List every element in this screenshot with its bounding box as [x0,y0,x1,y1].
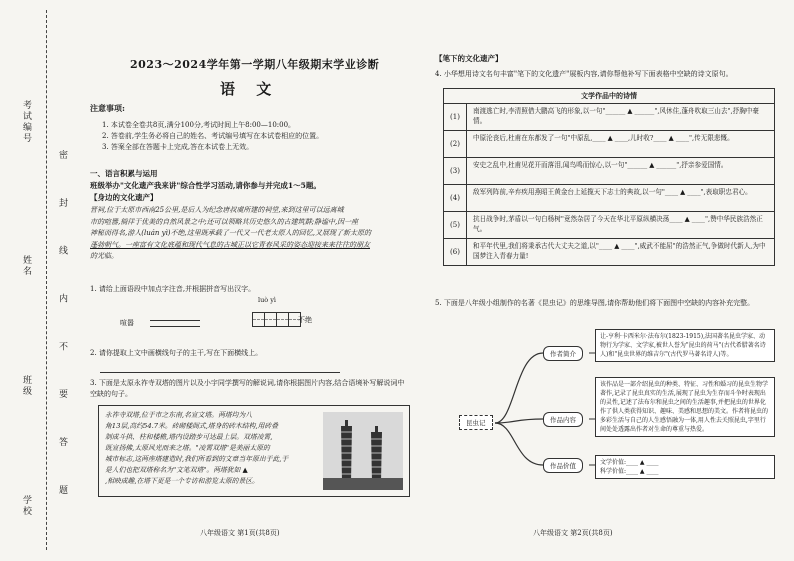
passage-line: 市的喧嚣,徜徉于优美的自然风景之中;还可以领略其历史悠久的古建筑群;静谧中,因一座 [90,217,359,226]
school-label: 学校 [21,495,31,517]
row-text: 安史之乱中,杜甫见花开而落泪,闻鸟鸣而惊心,以一句"______ ▲ ______",抒亲参爱国情。 [473,161,728,169]
q2-answer-line[interactable] [100,372,340,373]
pagoda-description-box [98,405,410,497]
question-4: 4. 小华想用诗文名句丰富"笔下的文化遗产"展板内容,请你帮他补写下面表格中空缺的诗文原句。 [435,70,733,78]
table-row[interactable] [444,158,774,185]
twin-pagoda-image [323,412,403,490]
class-label: 班级 [21,375,31,397]
row-number: (2) [444,131,467,157]
row-text: 和平年代里,我们将秉承古代大丈夫之道,以"____ ▲ ____",威武不能屈"的浩然正气,争做时代新人,为中国梦注入青春力量! [473,242,766,260]
content-box: 该作品是一部介绍昆虫的种类、特征、习性和婚习的昆虫生物学著作,记录了昆虫真实的生活,展现了昆虫为生存而斗争时表现出的灵性,记述了法布尔和昆虫之间的生活趣事,并把昆虫的世界化作了供人类获得知识、趣味、美感和思想的美文。作者将昆虫的多彩生活与自己的人生感悟融为一体,用人性去关照昆虫,字里行间处处透露出作者对生命的尊重与热爱。 [595,377,775,437]
question-5: 5. 下面是八年级小组制作的名著《昆虫记》的思维导图,请你帮助他们将下面图中空缺的内容补充完整。 [435,299,755,307]
passage-line: 的光临。 [90,252,118,260]
poetry-table [443,88,775,266]
pinyin-hint: luò yì [258,296,276,304]
row-number: (6) [444,239,467,265]
row-number: (4) [444,185,467,211]
box-line: 永祚寺双塔,位于市之东南,名宣文塔。两塔均为八 [105,411,253,419]
note-1: 1. 本试卷全卷共8页,满分100分,考试时间上午8:00—10:00。 [102,121,296,129]
box-line: 城市标志,这两座塔建造时,我们所看到的文章当年原出于此,于 [105,455,289,463]
box-line: 是人们也把双塔称名为"文笔双塔"。两塔犹如 ▲ [105,466,248,474]
q1-answer-blank[interactable] [150,320,200,321]
page-2 [425,0,785,561]
row-text: 南渡逃亡时,李清照借大鹏高飞的形象,以一句"______ ▲ ______",风休住,蓬舟吹取三山去",抒胸中豪情。 [473,107,759,125]
q1-answer-blank[interactable] [150,326,200,327]
reading-passage [90,205,405,263]
page-1 [80,0,415,561]
passage-line: 蓬勃朝气。一座富有文化底蕴和现代气息的古城正以它青春风采的姿态迎接来来往往的朋友 [90,240,370,249]
row-number: (5) [444,212,467,238]
seal-line [46,10,47,550]
content-node: 作品内容 [543,412,583,427]
activity-intro: 班级举办"文化遗产我来讲"综合性学习活动,请你参与并完成1～5题。 [90,181,321,190]
table-row[interactable] [444,131,774,158]
mind-map [455,325,775,490]
row-text: 敌军列阵前,辛弃疾用燕昭王黄金台上延揽天下志士的典故,以一句"____ ▲ ____",表取职忠君心。 [473,188,752,196]
subsection-heading-2: 【笔下的文化遗产】 [435,54,503,63]
q1-tail: 不绝 [298,316,312,324]
row-text: 中原沦丧后,杜甫在东都发了一句"中原乱,____ ▲ ____,儿时收?____ ▲ ____",传无限悲慨。 [473,134,734,142]
exam-number-label: 考试编号 [21,100,31,144]
notes-heading: 注意事项: [90,103,125,113]
subject-title: 语 文 [220,80,280,98]
writing-grid[interactable] [252,312,300,327]
exam-title: 2023～2024学年第一学期八年级期末学业诊断 [130,58,380,71]
table-row[interactable] [444,104,774,131]
seal-warning: 密 封 线 内 不 要 答 题 [57,150,67,513]
page-2-footer: 八年级语文 第2页(共8页) [533,529,613,537]
passage-line: 晋祠,位于太原市西南25公里,是后人为纪念唐叔虞所建的祠堂,来到这里可以远离城 [90,206,344,214]
seal-margin [0,0,72,561]
table-row[interactable] [444,212,774,239]
center-node: 昆虫记 [459,415,493,430]
q1-word: 喧嚣 [120,319,134,327]
box-line: 既宣扬佛,太原风光而来之塔。"凌霄双塔"是美丽太原的 [105,444,270,452]
literary-value-blank[interactable]: 文学价值:____ ▲ ____ [600,459,659,466]
question-3: 3. 下面是太原永祚寺双塔的图片以及小宇同学撰写的解说词,请你根据图片内容,结合语境补写解说词中空缺的句子。 [90,379,405,398]
author-box: 让-亨利·卡西米尔·法布尔(1823-1915),法国著名昆虫学家、动物行为学家、文学家,被世人誉为"昆虫的荷马"(古代希腊著名诗人)和"昆虫世界的维吉尔"(古代罗马著名诗人)等。 [595,329,775,362]
passage-line: 神秘而得名,游人(luán yì)不绝,这里既承载了一代又一代老太原人的回忆,又展现了新太原的 [90,229,371,237]
row-text: 抗日战争时,茅盾以一句白杨树"竟然杂居了今天在华北平原纵横决荡____ ▲ ____",赞中华民族浩然正气。 [473,215,763,233]
question-1: 1. 请给上面语段中加点字注音,并根据拼音写出汉字。 [90,285,256,293]
subsection-heading: 【身边的文化遗产】 [90,193,158,202]
box-line: ,相映成趣,在塔下更是一个专访和游览太原的景区。 [105,477,259,485]
value-box[interactable] [595,455,775,479]
row-number: (1) [444,104,467,130]
note-2: 2. 答卷前,学生务必将自己的姓名、考试编号填写在本试卷相应的位置。 [102,132,324,140]
page-1-footer: 八年级语文 第1页(共8页) [200,529,280,537]
table-row[interactable] [444,239,774,265]
row-number: (3) [444,158,467,184]
section-heading: 一、语言积累与运用 [90,169,158,178]
box-line: 制成斗拱、柱和楼檐,塔内设踏步可达最上层。双塔凌霄, [105,433,273,441]
question-2: 2. 请你提取上文中画横线句子的主干,写在下面横线上。 [90,349,263,357]
pagoda-description [105,410,310,487]
note-3: 3. 答案全部在答题卡上完成,答在本试卷上无效。 [102,143,254,151]
scientific-value-blank[interactable]: 科学价值:____ ▲ ____ [600,468,659,475]
value-node: 作品价值 [543,458,583,473]
box-line: 角13层,高约54.7米。砖砌楼阁式,塔身的砖木结构,用砖叠 [105,422,278,430]
author-node: 作者简介 [543,346,583,361]
name-label: 姓名 [21,255,31,277]
table-row[interactable] [444,185,774,212]
table-title: 文学作品中的诗情 [444,89,774,104]
